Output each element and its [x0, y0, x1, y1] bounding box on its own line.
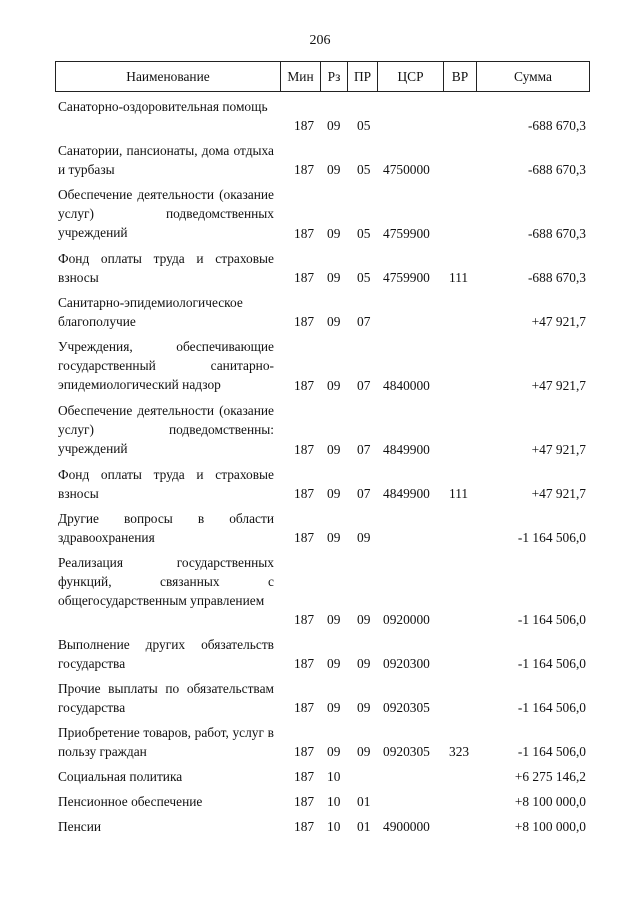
table-row [0, 337, 640, 401]
row-pr: 07 [357, 442, 371, 457]
table-row [0, 553, 640, 635]
row-min: 187 [294, 700, 315, 715]
row-pr: 09 [357, 744, 371, 759]
row-name: Пенсионное обеспечение [58, 794, 203, 809]
table-row [0, 679, 640, 723]
table-row [0, 465, 640, 509]
row-rz: 09 [327, 530, 341, 545]
table-row [0, 723, 640, 767]
header-min: Мин [281, 61, 321, 92]
header-sum: Сумма [477, 61, 590, 92]
row-rz: 09 [327, 314, 341, 329]
row-min: 187 [294, 819, 315, 834]
table-body [0, 94, 640, 842]
row-rz: 09 [327, 118, 341, 133]
row-sum: -1 164 506,0 [517, 700, 586, 715]
row-sum: -1 164 506,0 [517, 656, 586, 671]
row-sum: -688 670,3 [527, 162, 586, 177]
row-rz: 09 [327, 226, 341, 241]
row-pr: 05 [357, 162, 371, 177]
row-sum: +47 921,7 [531, 442, 586, 457]
header-name: Наименование [55, 61, 281, 92]
row-min: 187 [294, 378, 315, 393]
row-name: Санитарно-эпидемиологическое благополучие [58, 295, 243, 329]
row-csr: 4849900 [383, 442, 430, 457]
row-rz: 09 [327, 442, 341, 457]
table-row [0, 401, 640, 465]
row-rz: 09 [327, 270, 341, 285]
row-sum: -1 164 506,0 [517, 530, 586, 545]
table-row [0, 249, 640, 293]
row-sum: +47 921,7 [531, 378, 586, 393]
row-sum: -1 164 506,0 [517, 744, 586, 759]
row-sum: +47 921,7 [531, 314, 586, 329]
row-pr: 09 [357, 530, 371, 545]
row-csr: 4849900 [383, 486, 430, 501]
row-sum: -688 670,3 [527, 118, 586, 133]
row-rz: 10 [327, 769, 341, 784]
row-min: 187 [294, 794, 315, 809]
row-pr: 01 [357, 819, 371, 834]
row-min: 187 [294, 442, 315, 457]
row-name: Выполнение других обязательств государства [58, 637, 274, 671]
row-rz: 10 [327, 794, 341, 809]
row-pr: 09 [357, 700, 371, 715]
row-rz: 09 [327, 744, 341, 759]
table-row [0, 767, 640, 792]
row-rz: 09 [327, 162, 341, 177]
row-pr: 07 [357, 314, 371, 329]
row-name: Фонд оплаты труда и страховые взносы [58, 467, 274, 501]
row-name: Другие вопросы в области здравоохранения [58, 511, 274, 545]
table-row [0, 509, 640, 553]
row-rz: 09 [327, 656, 341, 671]
row-sum: +6 275 146,2 [514, 769, 586, 784]
header-csr: ЦСР [378, 61, 444, 92]
row-name: Обеспечение деятельности (оказание услуг) подведомственны: учреждений [58, 403, 274, 456]
row-rz: 09 [327, 378, 341, 393]
row-sum: -688 670,3 [527, 226, 586, 241]
row-min: 187 [294, 530, 315, 545]
page-number: 206 [309, 33, 331, 48]
row-rz: 09 [327, 486, 341, 501]
row-csr: 4759900 [383, 226, 430, 241]
row-csr: 4840000 [383, 378, 430, 393]
row-name: Пенсии [58, 819, 102, 834]
row-csr: 0920305 [383, 744, 430, 759]
row-min: 187 [294, 314, 315, 329]
row-vr: 323 [449, 744, 470, 759]
row-csr: 0920000 [383, 612, 430, 627]
table-row [0, 185, 640, 249]
table-row [0, 817, 640, 842]
row-pr: 05 [357, 118, 371, 133]
row-min: 187 [294, 656, 315, 671]
table-row [0, 792, 640, 817]
table-row [0, 141, 640, 185]
row-name: Учреждения, обеспечивающие государственный санитарно-эпидемиологический надзор [58, 339, 274, 392]
row-pr: 07 [357, 378, 371, 393]
row-csr: 4750000 [383, 162, 430, 177]
row-pr: 09 [357, 656, 371, 671]
row-rz: 09 [327, 700, 341, 715]
row-csr: 4900000 [383, 819, 430, 834]
row-rz: 10 [327, 819, 341, 834]
row-sum: -688 670,3 [527, 270, 586, 285]
row-pr: 05 [357, 270, 371, 285]
row-name: Приобретение товаров, работ, услуг в пользу граждан [58, 725, 274, 759]
row-sum: +8 100 000,0 [514, 819, 586, 834]
row-name: Санатории, пансионаты, дома отдыха и турбазы [58, 143, 274, 177]
row-csr: 0920300 [383, 656, 430, 671]
row-pr: 07 [357, 486, 371, 501]
row-name: Реализация государственных функций, связанных с общегосударственным управлением [58, 555, 274, 608]
table-row [0, 293, 640, 337]
table-row [0, 635, 640, 679]
row-sum: -1 164 506,0 [517, 612, 586, 627]
row-name: Обеспечение деятельности (оказание услуг) подведомственных учреждений [58, 187, 274, 240]
row-min: 187 [294, 118, 315, 133]
header-pr: ПР [348, 61, 378, 92]
row-min: 187 [294, 612, 315, 627]
row-pr: 09 [357, 612, 371, 627]
row-csr: 4759900 [383, 270, 430, 285]
row-min: 187 [294, 744, 315, 759]
row-min: 187 [294, 162, 315, 177]
row-name: Фонд оплаты труда и страховые взносы [58, 251, 274, 285]
row-pr: 01 [357, 794, 371, 809]
row-name: Прочие выплаты по обязательствам государства [58, 681, 274, 715]
row-min: 187 [294, 486, 315, 501]
row-csr: 0920305 [383, 700, 430, 715]
header-vr: ВР [444, 61, 477, 92]
row-rz: 09 [327, 612, 341, 627]
row-name: Санаторно-оздоровительная помощь [58, 99, 268, 114]
table-row [0, 97, 640, 141]
row-min: 187 [294, 769, 315, 784]
row-pr: 05 [357, 226, 371, 241]
row-min: 187 [294, 270, 315, 285]
row-name: Социальная политика [58, 769, 183, 784]
row-vr: 111 [449, 486, 469, 501]
row-min: 187 [294, 226, 315, 241]
row-sum: +47 921,7 [531, 486, 586, 501]
row-sum: +8 100 000,0 [514, 794, 586, 809]
row-vr: 111 [449, 270, 469, 285]
header-rz: Рз [321, 61, 348, 92]
